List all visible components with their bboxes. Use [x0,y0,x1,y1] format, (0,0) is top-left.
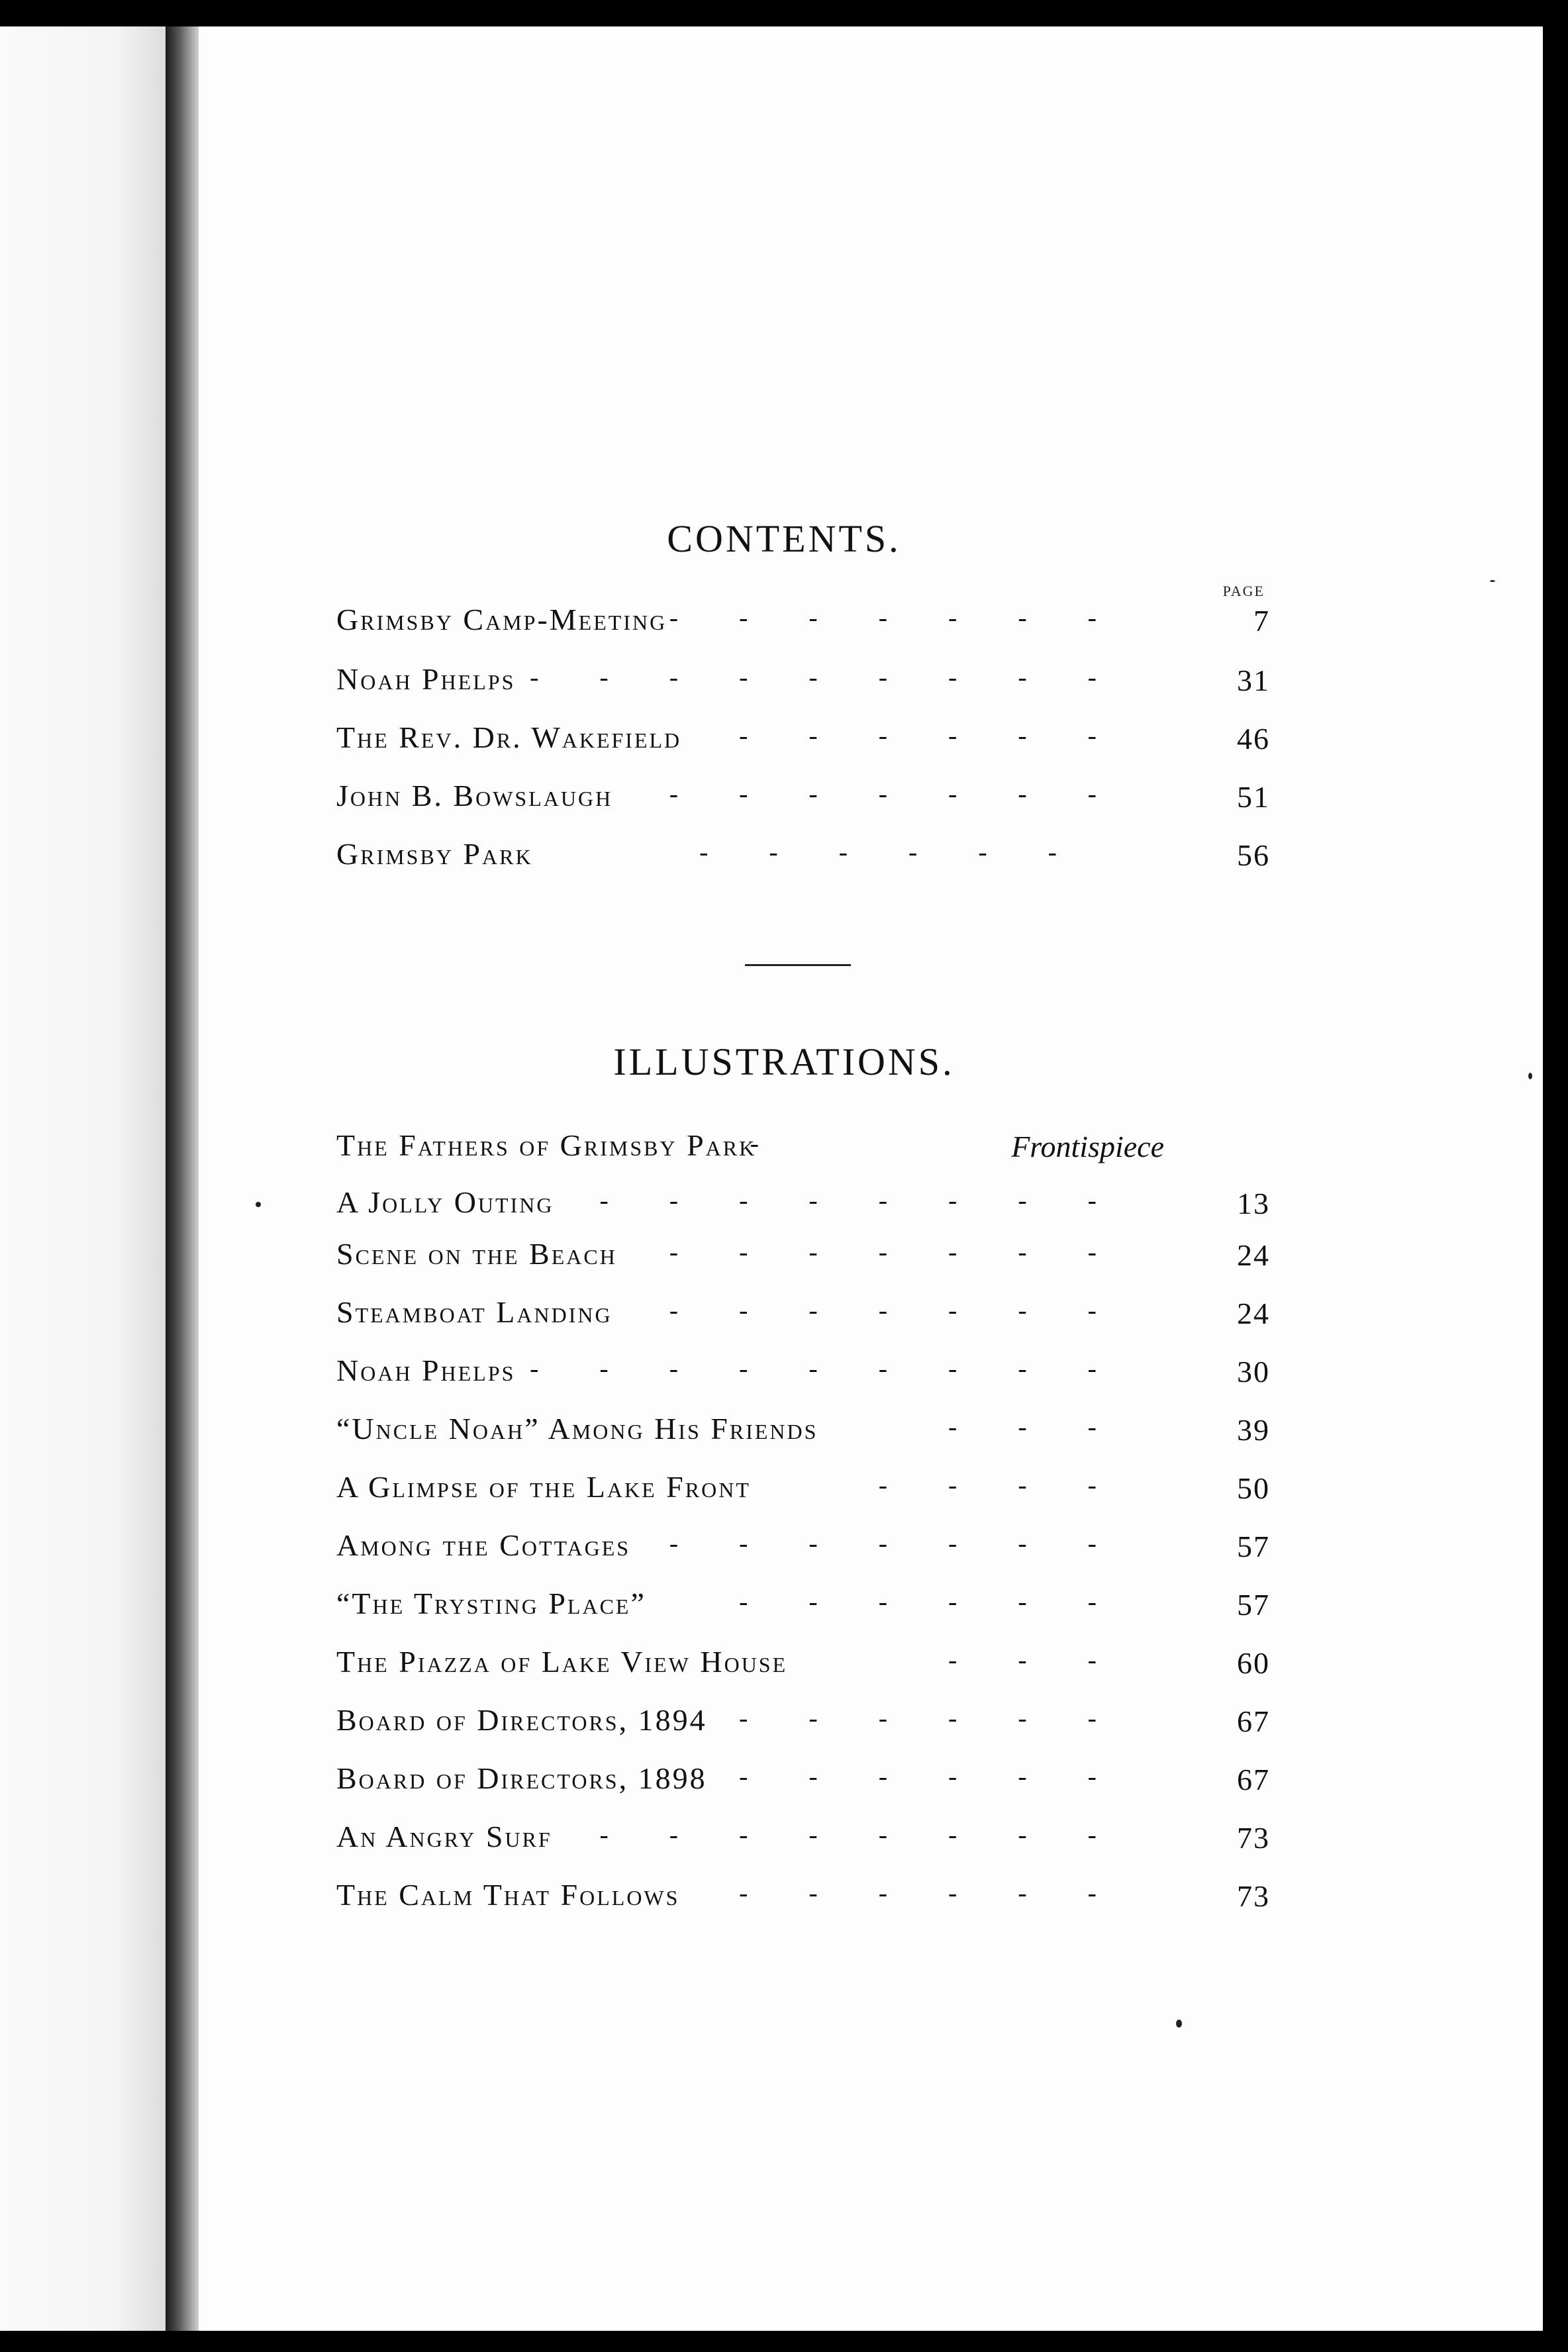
illustrations-entry-page: 67 [1237,1763,1270,1796]
illustrations-entry-title: An Angry Surf [336,1820,552,1853]
illustrations-entry-page: 24 [1237,1238,1270,1272]
illustrations-entry-title: “The Trysting Place” [336,1587,646,1620]
scan-speck [1490,580,1495,582]
illustrations-entry-title: The Piazza of Lake View House [336,1645,788,1679]
contents-entry-title: John B. Bowslaugh [336,779,613,812]
illustrations-entry-title: The Fathers of Grimsby Park [336,1128,757,1162]
scan-speck [1528,1073,1532,1079]
illustrations-row [336,1580,1270,1626]
contents-row [336,596,1270,642]
leader-dots: --------- [530,662,1157,692]
facing-page-edge [0,26,166,2331]
leader-dots: ---- [878,1470,1157,1500]
illustrations-row [336,1871,1270,1918]
leader-dots: --- [948,1645,1157,1675]
contents-row [336,656,1270,702]
leader-dots: ------ [739,1587,1157,1616]
leader-dots: ------ [739,1878,1157,1908]
illustrations-entry-page: 39 [1237,1413,1270,1447]
leader-dots: ------- [669,1528,1157,1558]
leader-dots: ------ [739,720,1157,750]
illustrations-entry-page: 57 [1237,1530,1270,1563]
illustrations-entry-page: 57 [1237,1588,1270,1622]
contents-entry-page: 46 [1237,722,1270,756]
contents-heading: CONTENTS. [667,517,901,560]
contents-entry-title: Grimsby Park [336,837,533,871]
leader-dots: ------ [739,1703,1157,1733]
illustrations-row [336,1638,1270,1685]
leader-dots: ------- [669,603,1157,632]
contents-row [336,772,1270,818]
leader-dots: --------- [530,1353,1157,1383]
illustrations-row [336,1179,1270,1225]
illustrations-entry-note: Frontispiece [1011,1130,1164,1163]
illustrations-entry-title: Among the Cottages [336,1528,631,1562]
illustrations-entry-page: 24 [1237,1297,1270,1330]
illustrations-row [336,1813,1270,1859]
illustrations-entry-title: Scene on the Beach [336,1237,617,1271]
illustrations-entry-title: Steamboat Landing [336,1295,612,1329]
contents-entry-page: 51 [1237,780,1270,814]
leader-dots: ------- [669,1237,1157,1267]
leader-dots: ------ [739,1761,1157,1791]
illustrations-entry-title: A Jolly Outing [336,1185,554,1219]
contents-entry-title: The Rev. Dr. Wakefield [336,720,682,754]
illustrations-entry-title: Board of Directors, 1894 [336,1703,707,1737]
illustrations-row [336,1696,1270,1743]
contents-entry-title: Grimsby Camp-Meeting [336,603,667,636]
illustrations-entry-title: Noah Phelps [336,1353,516,1387]
leader-dots: ------- [669,779,1157,808]
leader-dots: ------ [699,837,1118,867]
contents-entry-page: 7 [1253,604,1270,638]
contents-entry-page: 56 [1237,838,1270,872]
illustrations-heading: ILLUSTRATIONS. [613,1040,955,1083]
illustrations-entry-page: 13 [1237,1187,1270,1220]
illustrations-row [336,1289,1270,1335]
illustrations-row [336,1122,1270,1168]
section-divider [745,964,851,966]
illustrations-entry-title: A Glimpse of the Lake Front [336,1470,751,1504]
leader-dots: -------- [599,1185,1157,1215]
illustrations-entry-page: 60 [1237,1646,1270,1680]
illustrations-row [336,1230,1270,1277]
illustrations-entry-title: “Uncle Noah” Among His Friends [336,1412,818,1446]
illustrations-entry-page: 67 [1237,1704,1270,1738]
contents-row [336,714,1270,760]
contents-entry-title: Noah Phelps [336,662,516,696]
illustrations-row [336,1463,1270,1510]
page-column-header: PAGE [1222,583,1265,599]
illustrations-entry-page: 30 [1237,1355,1270,1389]
leader-dots: -------- [599,1820,1157,1849]
illustrations-entry-page: 73 [1237,1821,1270,1855]
illustrations-row [336,1405,1270,1451]
illustrations-entry-title: Board of Directors, 1898 [336,1761,707,1795]
scan-speck [1176,2020,1182,2028]
illustrations-entry-title: The Calm That Follows [336,1878,680,1912]
contents-entry-page: 31 [1237,663,1270,697]
illustrations-entry-page: 73 [1237,1879,1270,1913]
illustrations-row [336,1347,1270,1393]
leader-dots: --- [948,1412,1157,1442]
leader-dots: - [750,1128,820,1158]
scan-speck [256,1202,261,1207]
illustrations-row [336,1522,1270,1568]
leader-dots: ------- [669,1295,1157,1325]
illustrations-entry-page: 50 [1237,1471,1270,1505]
contents-row [336,830,1270,877]
illustrations-row [336,1755,1270,1801]
